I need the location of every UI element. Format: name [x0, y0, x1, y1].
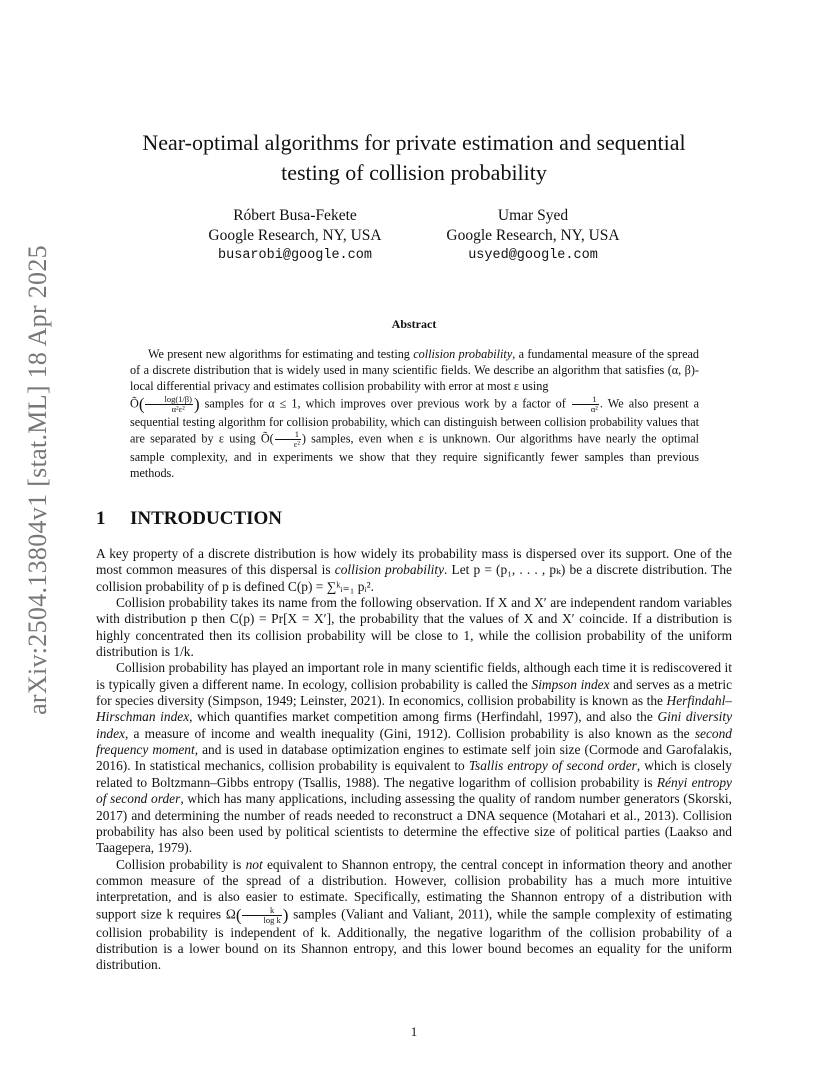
author-affiliation: Google Research, NY, USA [208, 227, 382, 244]
paragraph-1: A key property of a discrete distribution is how widely its probability mass is dispersed over its support. One of the most common measures of this dispersal is collision probability. Let p = (p₁, . . . , pₖ) be a discrete distribution. The collision probability of p is defined C(p) = ∑ᵏᵢ₌₁ pᵢ². [96, 546, 732, 594]
author-affiliation: Google Research, NY, USA [446, 227, 620, 244]
author-name: Róbert Busa-Fekete [233, 207, 357, 224]
title-line-1: Near-optimal algorithms for private estimation and sequential [142, 130, 686, 155]
math-fraction: $\frac{1}{\text{α²}}$ [572, 395, 599, 414]
author-name: Umar Syed [497, 207, 569, 224]
arxiv-side-stamp [18, 245, 58, 715]
author-block-2 [418, 206, 648, 266]
author-email: busarobi@google.com [218, 248, 372, 263]
page-number: 1 [410, 1024, 418, 1039]
abstract-body [130, 346, 699, 481]
section-heading [96, 508, 282, 530]
paragraph-4: Collision probability is not equivalent to Shannon entropy, the central concept in information theory and another common measure of the spread of a distribution. However, collision probability has a much more intuitive interpretation, and is also easier to estimate. Specifically, estimating the Shannon entropy of a distribution with support size k requires Ω( $\frac{k}{\text{log k}}$ ) samples (Valiant and Valiant, 2011), while the sample complexity of estimating collision probability is independent of k. Additionally, the negative logarithm of the collision probability of a distribution is a lower bound on its Shannon entropy, and this lower bound becomes an equality for the uniform distribution. [96, 856, 732, 973]
arxiv-identifier: arXiv:2504.13804v1 [stat.ML] 18 Apr 2025 [23, 245, 52, 715]
math-fraction: $\frac{\log(1/\beta)}{\text{α²ε²}}$ [145, 395, 192, 414]
paragraph-3: Collision probability has played an important role in many scientific fields, although each time it is rediscovered it is typically given a different name. In ecology, collision probability is called the Simpson index and serves as a metric for species diversity (Simpson, 1949; Leinster, 2021). In economics, collision probability is known as the Herfindahl–Hirschman index, which quantifies market competition among firms (Herfindahl, 1997), and also the Gini diversity index, a measure of income and wealth inequality (Gini, 1912). Collision probability is also known as the second frequency moment, and is used in database optimization engines to estimate self join size (Cormode and Garofalakis, 2016). In statistical mechanics, collision probability is equivalent to Tsallis entropy of second order, which is closely related to Boltzmann–Gibbs entropy (Tsallis, 1988). The negative logarithm of collision probability is Rényi entropy of second order, which has many applications, including assessing the quality of random number generators (Skorski, 2017) and determining the number of reads needed to reconstruct a DNA sequence (Motahari et al., 2013). Collision probability has also been used by political scientists to determine the effective size of political parties (Laakso and Taagepera, 1979). [96, 660, 733, 856]
abstract-paragraph: We present new algorithms for estimating and testing collision probability, a fundamental measure of the spread of a discrete distribution that is widely used in many scientific fields. We describe an algorithm that satisfies (α, β)-local differential privacy and estimates collision probability with error at most ε using Õ( $\frac{\log(1/\beta)}{\text{α²ε²}}$ ) samples for α ≤ 1, which improves over previous work by a factor of $\frac{1}{\text{α²}}$ . We also present a sequential testing algorithm for collision probability, which can distinguish between collision probability values that are separated by ε using Õ( $\frac{1}{\text{ε²}}$ ) samples, even when ε is unknown. Our algorithms have nearly the optimal sample complexity, and in experiments we show that they require significantly fewer samples than previous methods. [130, 347, 700, 481]
section-number: 1 [96, 508, 106, 529]
paragraph-2: Collision probability takes its name from the following observation. If X and X′ are independent random variables with distribution p then C(p) = Pr[X = X′], the probability that the values of X and X′ coincide. If a distribution is highly concentrated then its collision probability will be close to 1, while the collision probability of the uniform distribution is 1/k. [96, 595, 732, 660]
abstract-heading: Abstract [391, 317, 437, 331]
author-email: usyed@google.com [468, 248, 598, 263]
paper-title [96, 128, 732, 188]
introduction-body [96, 546, 732, 974]
author-block-1 [180, 206, 410, 266]
section-title: INTRODUCTION [130, 508, 283, 529]
math-fraction: $\frac{k}{\text{log k}}$ [242, 906, 281, 925]
math-fraction: $\frac{1}{\text{ε²}}$ [275, 430, 301, 449]
title-line-2: testing of collision probability [281, 160, 547, 185]
